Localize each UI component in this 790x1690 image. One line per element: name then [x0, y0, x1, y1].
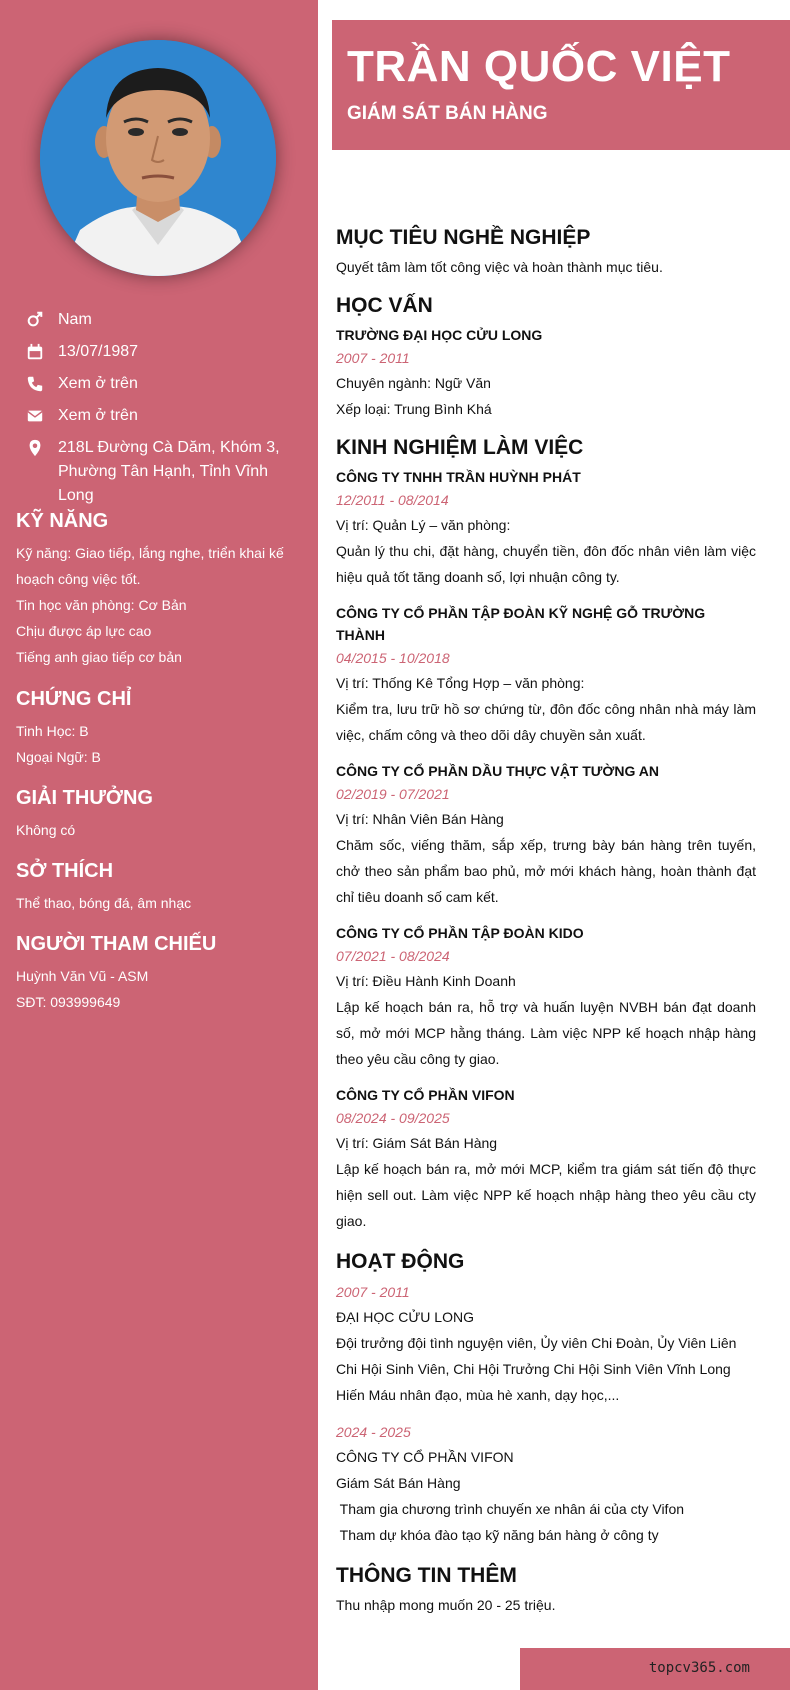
job-description: Quản lý thu chi, đặt hàng, chuyển tiền, đôn đốc nhân viên làm việc hiệu quả tốt tăng doanh số, lợi nhuận công ty.: [336, 543, 756, 585]
personal-info: [24, 308, 304, 516]
additional-section: [336, 1562, 756, 1618]
info-phone: [24, 372, 304, 396]
job-entry: [336, 602, 756, 748]
location-pin-icon: [24, 436, 46, 460]
job-position: Vị trí: Quản Lý – văn phòng:: [336, 517, 511, 533]
activity-period: 2024 - 2025: [336, 1424, 411, 1440]
hobby-item: Thể thao, bóng đá, âm nhạc: [16, 895, 192, 911]
hobbies-section: [16, 858, 306, 916]
references-title: NGƯỜI THAM CHIẾU: [16, 933, 217, 955]
job-company: CÔNG TY CỔ PHẦN TẬP ĐOÀN KỸ NGHỆ GỖ TRƯỜNG THÀNH: [336, 605, 706, 643]
candidate-name: TRẦN QUỐC VIỆT: [347, 42, 731, 91]
job-period: 07/2021 - 08/2024: [336, 948, 450, 964]
skill-item: Tin học văn phòng: Cơ Bản: [16, 597, 187, 613]
birthday-text: 13/07/1987: [58, 343, 139, 360]
activity-period: 2007 - 2011: [336, 1284, 410, 1300]
job-company: CÔNG TY TNHH TRẦN HUỲNH PHÁT: [336, 469, 581, 485]
job-company: CÔNG TY CỔ PHẦN VIFON: [336, 1087, 515, 1103]
sidebar: [0, 0, 318, 1690]
additional-title: THÔNG TIN THÊM: [336, 1564, 517, 1587]
school-name: TRƯỜNG ĐẠI HỌC CỬU LONG: [336, 327, 543, 343]
activity-line: Tham dự khóa đào tạo kỹ năng bán hàng ở công ty: [336, 1527, 659, 1543]
reference-item: SĐT: 093999649: [16, 994, 121, 1010]
awards-title: GIẢI THƯỞNG: [16, 787, 153, 809]
portrait-photo: [40, 40, 276, 276]
skill-item: Tiếng anh giao tiếp cơ bản: [16, 649, 182, 665]
calendar-icon: [24, 340, 46, 364]
job-company: CÔNG TY CỔ PHẦN DẦU THỰC VẬT TƯỜNG AN: [336, 763, 659, 779]
job-description: Lập kế hoạch bán ra, mở mới MCP, kiểm tra giám sát tiến độ thực hiện sell out. Làm việc NPP kế hoạch nhập hàng theo yêu cầu cty giao.: [336, 1161, 756, 1229]
skills-section: [16, 508, 306, 670]
name-header: [332, 20, 790, 150]
objective-section: [336, 224, 756, 280]
activities-title: HOẠT ĐỘNG: [336, 1250, 465, 1273]
job-position: Vị trí: Nhân Viên Bán Hàng: [336, 811, 504, 827]
job-company: CÔNG TY CỔ PHẦN TẬP ĐOÀN KIDO: [336, 925, 584, 941]
awards-section: [16, 785, 306, 843]
job-position: Vị trí: Điều Hành Kinh Doanh: [336, 973, 516, 989]
activity-org: ĐẠI HỌC CỬU LONG: [336, 1309, 474, 1325]
info-gender: [24, 308, 304, 332]
phone-text: Xem ở trên: [58, 375, 138, 392]
certificates-section: [16, 686, 306, 770]
job-period: 08/2024 - 09/2025: [336, 1110, 450, 1126]
hobbies-title: SỞ THÍCH: [16, 860, 114, 882]
job-position: Vị trí: Giám Sát Bán Hàng: [336, 1135, 498, 1151]
info-address: [24, 436, 304, 508]
certificate-item: Ngoại Ngữ: B: [16, 749, 101, 765]
gender-icon: [24, 308, 46, 332]
activity-entry: [336, 1280, 756, 1408]
job-description: Lập kế hoạch bán ra, hỗ trợ và huấn luyện NVBH bán đạt doanh số, mở mới MCP hằng tháng. Làm việc NPP kế hoạch nhập hàng theo yêu cầu công ty giao.: [336, 999, 756, 1067]
avatar: [40, 40, 276, 276]
info-email: [24, 404, 304, 428]
watermark-text: topcv365.com: [648, 1660, 750, 1676]
job-period: 04/2015 - 10/2018: [336, 650, 450, 666]
reference-item: Huỳnh Văn Vũ - ASM: [16, 968, 149, 984]
job-period: 12/2011 - 08/2014: [336, 492, 449, 508]
award-item: Không có: [16, 822, 76, 838]
info-birthday: [24, 340, 304, 364]
job-position: Vị trí: Thống Kê Tổng Hợp – văn phòng:: [336, 675, 585, 691]
skills-title: KỸ NĂNG: [16, 510, 109, 532]
education-period: 2007 - 2011: [336, 350, 410, 366]
job-description: Chăm sốc, viếng thăm, sắp xếp, trưng bày bán hàng trên tuyến, chở theo sản phẩm bao phủ, mở mới khách hàng, hoàn thành đạt chỉ tiêu doanh số cam kết.: [336, 837, 756, 905]
job-entry: [336, 466, 756, 590]
education-grade: Xếp loại: Trung Bình Khá: [336, 401, 492, 417]
candidate-title: GIÁM SÁT BÁN HÀNG: [347, 103, 548, 124]
activity-line: Đội trưởng đội tình nguyện viên, Ủy viên Chi Đoàn, Ủy Viên Liên Chi Hội Sinh Viên, Chi Hội Trưởng Chi Hội Sinh Viên Vĩnh Long: [336, 1335, 737, 1377]
footer-bar: [520, 1648, 790, 1690]
job-period: 02/2019 - 07/2021: [336, 786, 450, 802]
education-section: [336, 292, 756, 422]
experience-title: KINH NGHIỆM LÀM VIỆC: [336, 436, 584, 459]
skill-item: Kỹ năng: Giao tiếp, lắng nghe, triển khai kế hoạch công việc tốt.: [16, 545, 284, 587]
job-entry: [336, 922, 756, 1072]
envelope-icon: [24, 404, 46, 428]
gender-text: Nam: [58, 311, 92, 328]
experience-section: [336, 434, 756, 1234]
main-content: [336, 224, 756, 1618]
activity-line: Tham gia chương trình chuyến xe nhân ái của cty Vifon: [336, 1501, 685, 1517]
education-major: Chuyên ngành: Ngữ Văn: [336, 375, 491, 391]
education-title: HỌC VẤN: [336, 294, 433, 317]
skill-item: Chịu được áp lực cao: [16, 623, 152, 639]
activity-line: Giám Sát Bán Hàng: [336, 1475, 461, 1491]
phone-icon: [24, 372, 46, 396]
email-text: Xem ở trên: [58, 407, 138, 424]
job-description: Kiểm tra, lưu trữ hồ sơ chứng từ, đôn đốc công nhân nhà máy làm việc, chấm công và theo dõi dây chuyền sản xuất.: [336, 701, 756, 743]
activity-entry: [336, 1420, 756, 1548]
references-section: [16, 931, 306, 1015]
address-text: 218L Đường Cà Dăm, Khóm 3, Phường Tân Hạnh, Tỉnh Vĩnh Long: [58, 439, 280, 504]
job-entry: [336, 1084, 756, 1234]
activities-section: [336, 1248, 756, 1548]
objective-title: MỤC TIÊU NGHỀ NGHIỆP: [336, 226, 591, 249]
certificate-item: Tinh Học: B: [16, 723, 89, 739]
certificates-title: CHỨNG CHỈ: [16, 688, 132, 710]
activity-line: Hiến Máu nhân đạo, mùa hè xanh, dạy học,...: [336, 1387, 620, 1403]
additional-text: Thu nhập mong muốn 20 - 25 triệu.: [336, 1597, 556, 1613]
job-entry: [336, 760, 756, 910]
activity-org: CÔNG TY CỔ PHẦN VIFON: [336, 1449, 514, 1465]
objective-text: Quyết tâm làm tốt công việc và hoàn thành mục tiêu.: [336, 259, 663, 275]
